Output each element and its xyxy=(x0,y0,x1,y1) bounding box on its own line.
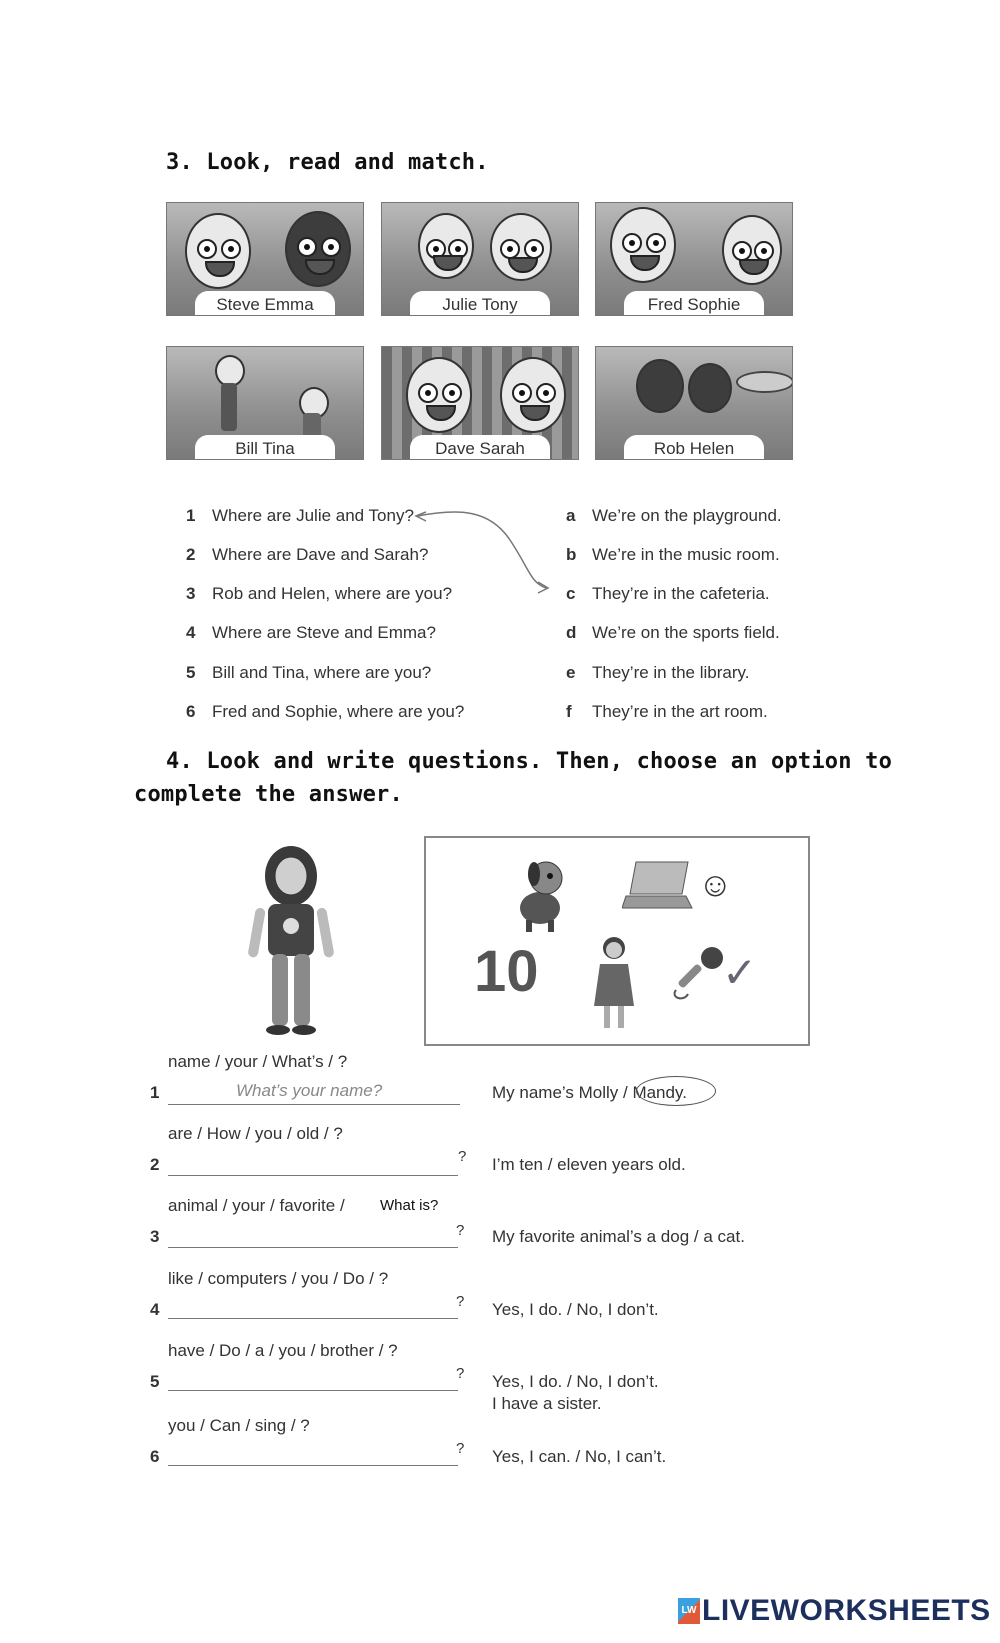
panel-label: Steve Emma xyxy=(195,291,335,316)
match-answer[interactable]: c They’re in the cafeteria. xyxy=(566,584,770,603)
answer-field-1[interactable]: What’s your name? xyxy=(236,1081,383,1100)
item-number-5: 5 xyxy=(150,1372,160,1391)
prompt-3: animal / your / favorite / xyxy=(168,1196,345,1215)
character-face xyxy=(285,211,351,287)
smiley-icon: ☺ xyxy=(698,866,733,904)
match-question: 2 Where are Dave and Sarah? xyxy=(186,545,429,564)
character-face xyxy=(185,213,251,289)
item-number-2: 2 xyxy=(150,1155,160,1174)
question-mark-6: ? xyxy=(456,1440,465,1457)
exercise-3-title: 3. Look, read and match. xyxy=(166,150,489,175)
character-body xyxy=(221,383,237,431)
picture-panel-fred-sophie xyxy=(595,202,793,316)
panel-label: Rob Helen xyxy=(624,435,764,460)
panel-label: Fred Sophie xyxy=(624,291,764,316)
picture-panel-dave-sarah xyxy=(381,346,579,460)
age-number: 10 xyxy=(474,939,539,1004)
match-answer[interactable]: d We’re on the sports field. xyxy=(566,623,780,642)
prompt-2: are / How / you / old / ? xyxy=(168,1124,343,1143)
character-face xyxy=(722,215,782,285)
match-answer[interactable]: b We’re in the music room. xyxy=(566,545,780,564)
panel-label: Julie Tony xyxy=(410,291,550,316)
prompt-6: you / Can / sing / ? xyxy=(168,1416,310,1435)
match-question: 1 Where are Julie and Tony? xyxy=(186,506,414,525)
microphone-icon xyxy=(668,944,728,1004)
prompt-5: have / Do / a / you / brother / ? xyxy=(168,1341,398,1360)
picture-panel-steve-emma xyxy=(166,202,364,316)
question-mark-3: ? xyxy=(456,1222,465,1239)
liveworksheets-brand: LIVEWORKSHEETS xyxy=(702,1594,991,1627)
character-face xyxy=(500,357,566,433)
girl-illustration xyxy=(236,846,346,1042)
exercise-4-title-line1: 4. Look and write questions. Then, choose an option to xyxy=(166,749,893,774)
match-answer[interactable]: f They’re in the art room. xyxy=(566,702,768,721)
item-number-3: 3 xyxy=(150,1227,160,1246)
profile-info-box xyxy=(424,836,810,1046)
character-face xyxy=(610,207,676,283)
exercise-4-title-line2: complete the answer. xyxy=(134,782,403,807)
response-3[interactable]: My favorite animal’s a dog / a cat. xyxy=(492,1227,745,1246)
response-4[interactable]: Yes, I do. / No, I don’t. xyxy=(492,1300,659,1319)
panel-label: Bill Tina xyxy=(195,435,335,460)
response-5[interactable]: Yes, I do. / No, I don’t. xyxy=(492,1372,659,1391)
little-girl-icon xyxy=(586,934,642,1036)
prompt-1: name / your / What’s / ? xyxy=(168,1052,348,1071)
check-icon: ✓ xyxy=(722,949,758,996)
cymbal-drawing xyxy=(736,371,793,393)
character-face xyxy=(636,359,684,413)
dog-icon xyxy=(504,854,576,934)
prompt-4: like / computers / you / Do / ? xyxy=(168,1269,389,1288)
liveworksheets-logo-icon: LW xyxy=(678,1598,700,1624)
answer-line-3[interactable] xyxy=(168,1247,458,1248)
circled-option xyxy=(636,1076,716,1106)
response-5-line2: I have a sister. xyxy=(492,1394,602,1413)
character-face xyxy=(688,363,732,413)
question-mark-4: ? xyxy=(456,1293,465,1310)
answer-line-1[interactable] xyxy=(168,1104,460,1105)
answer-line-4[interactable] xyxy=(168,1318,458,1319)
answer-line-6[interactable] xyxy=(168,1465,458,1466)
question-mark-2: ? xyxy=(458,1148,467,1165)
character-face xyxy=(406,357,472,433)
character-face xyxy=(490,213,552,281)
item-number-4: 4 xyxy=(150,1300,160,1319)
question-mark-5: ? xyxy=(456,1365,465,1382)
example-match-arrow xyxy=(410,500,560,600)
item-number-6: 6 xyxy=(150,1447,160,1466)
laptop-icon xyxy=(622,858,694,914)
match-answer[interactable]: e They’re in the library. xyxy=(566,663,750,682)
picture-panel-julie-tony xyxy=(381,202,579,316)
match-question: 5 Bill and Tina, where are you? xyxy=(186,663,432,682)
match-question: 4 Where are Steve and Emma? xyxy=(186,623,436,642)
prompt-3-extra: What is? xyxy=(380,1197,439,1214)
response-1[interactable]: My name’s Molly / Mandy. xyxy=(492,1083,687,1102)
picture-panel-bill-tina xyxy=(166,346,364,460)
response-6[interactable]: Yes, I can. / No, I can’t. xyxy=(492,1447,667,1466)
response-2[interactable]: I’m ten / eleven years old. xyxy=(492,1155,686,1174)
match-answer[interactable]: a We’re on the playground. xyxy=(566,506,782,525)
match-question: 6 Fred and Sophie, where are you? xyxy=(186,702,465,721)
match-question: 3 Rob and Helen, where are you? xyxy=(186,584,453,603)
answer-line-5[interactable] xyxy=(168,1390,458,1391)
panel-label: Dave Sarah xyxy=(410,435,550,460)
picture-panel-rob-helen xyxy=(595,346,793,460)
item-number-1: 1 xyxy=(150,1083,160,1102)
character-face xyxy=(418,213,474,279)
answer-line-2[interactable] xyxy=(168,1175,458,1176)
